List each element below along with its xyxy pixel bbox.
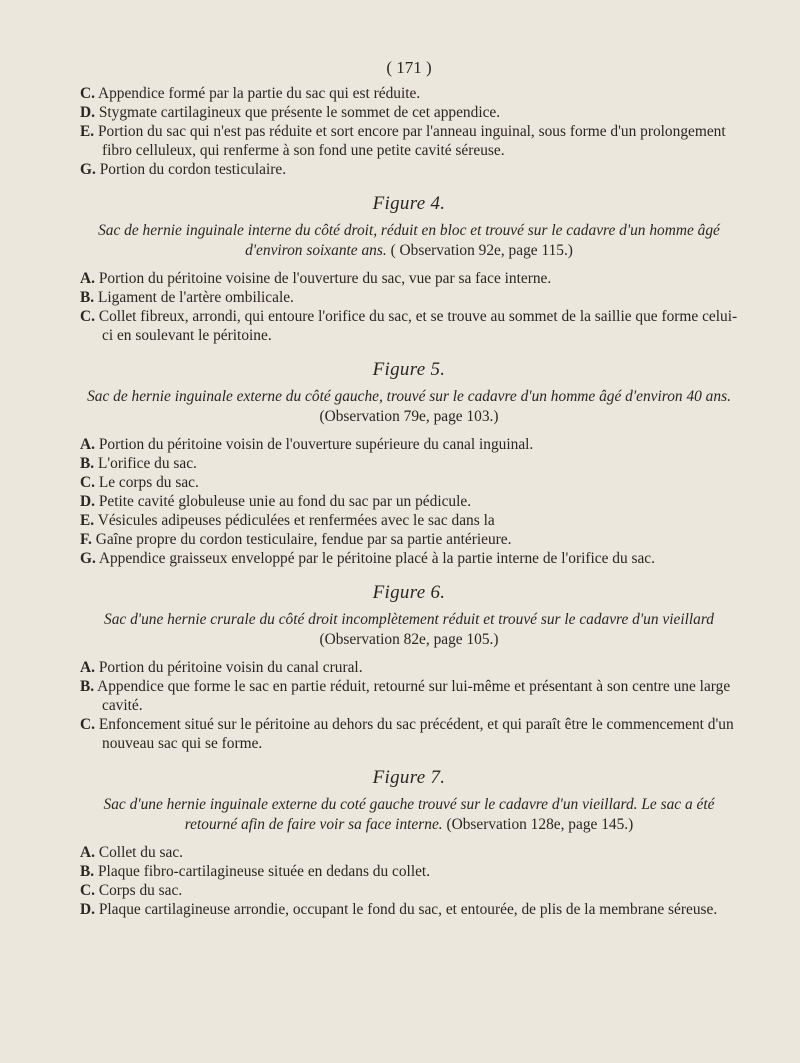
item-letter: C.: [80, 882, 95, 899]
list-item: [80, 900, 738, 919]
item-letter: C.: [80, 85, 95, 102]
list-item: [80, 122, 738, 160]
item-text: Gaîne propre du cordon testiculaire, fendue par sa partie antérieure.: [95, 531, 512, 548]
item-letter: C.: [80, 716, 95, 733]
item-text: Portion du péritoine voisin du canal crural.: [98, 659, 363, 676]
item-letter: B.: [80, 863, 95, 880]
item-letter: A.: [80, 436, 95, 453]
item-text: Vésicules adipeuses pédiculées et renfermées avec le sac dans la: [97, 512, 495, 529]
item-letter: E.: [80, 512, 95, 529]
intro-list: [80, 84, 738, 179]
list-item: [80, 715, 738, 753]
item-text: L'orifice du sac.: [97, 455, 197, 472]
list-item: [80, 881, 738, 900]
item-letter: D.: [80, 901, 95, 918]
list-item: [80, 549, 738, 568]
item-text: Plaque cartilagineuse arrondie, occupant le fond du sac, et entourée, de plis de la membrane séreuse.: [98, 901, 718, 918]
figure-legend: [80, 269, 738, 345]
item-letter: D.: [80, 493, 95, 510]
item-letter: A.: [80, 844, 95, 861]
observation-ref: (Observation 79e, page 103.): [319, 408, 499, 425]
figure-legend: [80, 658, 738, 753]
item-text: Petite cavité globuleuse unie au fond du sac par un pédicule.: [98, 493, 472, 510]
figure-caption: [80, 795, 738, 835]
figure-legend: [80, 843, 738, 919]
item-letter: C.: [80, 308, 95, 325]
list-item: [80, 658, 738, 677]
observation-ref: (Observation 82e, page 105.): [319, 631, 499, 648]
item-letter: F.: [80, 531, 92, 548]
item-text: Le corps du sac.: [98, 474, 199, 491]
page-number: ( 171 ): [386, 58, 432, 77]
item-text: Appendice graisseux enveloppé par le péritoine placé à la partie interne de l'orifice du sac.: [98, 550, 655, 567]
list-item: [80, 307, 738, 345]
figure-caption: [80, 221, 738, 261]
list-item: [80, 103, 738, 122]
item-letter: B.: [80, 455, 95, 472]
list-item: [80, 677, 738, 715]
item-text: Collet du sac.: [98, 844, 184, 861]
observation-ref: (Observation 128e, page 145.): [446, 816, 634, 833]
figure-title: Figure 6.: [372, 582, 446, 603]
item-text: Stygmate cartilagineux que présente le sommet de cet appendice.: [98, 104, 501, 121]
figure-title: Figure 7.: [372, 767, 446, 788]
list-item: [80, 288, 738, 307]
figure-title: Figure 5.: [372, 359, 446, 380]
item-text: Ligament de l'artère ombilicale.: [97, 289, 294, 306]
figure-caption: [80, 387, 738, 427]
item-text: Portion du péritoine voisin de l'ouverture supérieure du canal inguinal.: [98, 436, 534, 453]
caption-text: Sac de hernie inguinale externe du côté gauche, trouvé sur le cadavre d'un homme âgé d'environ 40 ans.: [87, 388, 731, 405]
list-item: [80, 511, 738, 530]
item-text: Appendice formé par la partie du sac qui est réduite.: [97, 85, 421, 102]
list-item: [80, 492, 738, 511]
caption-text: Sac d'une hernie inguinale externe du coté gauche trouvé sur le cadavre d'un vieillard. Le sac a été retourné afin de faire voir sa face interne.: [103, 796, 715, 833]
list-item: [80, 160, 738, 179]
caption-text: Sac de hernie inguinale interne du côté droit, réduit en bloc et trouvé sur le cadavre d'un homme âgé d'environ soixante ans.: [98, 222, 720, 259]
item-letter: B.: [80, 678, 95, 695]
item-text: Portion du cordon testiculaire.: [99, 161, 287, 178]
list-item: [80, 843, 738, 862]
item-text: Portion du sac qui n'est pas réduite et sort encore par l'anneau inguinal, sous forme d'un prolongement fibro celluleux, qui renferme à son fond une petite cavité séreuse.: [97, 123, 726, 159]
item-text: Plaque fibro-cartilagineuse située en dedans du collet.: [97, 863, 431, 880]
item-letter: A.: [80, 270, 95, 287]
list-item: [80, 473, 738, 492]
list-item: [80, 84, 738, 103]
list-item: [80, 454, 738, 473]
item-letter: G.: [80, 161, 96, 178]
caption-text: Sac d'une hernie crurale du côté droit incomplètement réduit et trouvé sur le cadavre d'un vieillard: [104, 611, 714, 628]
item-letter: D.: [80, 104, 95, 121]
item-text: Corps du sac.: [98, 882, 183, 899]
item-letter: G.: [80, 550, 96, 567]
list-item: [80, 530, 738, 549]
item-text: Portion du péritoine voisine de l'ouverture du sac, vue par sa face interne.: [98, 270, 552, 287]
item-text: Appendice que forme le sac en partie réduit, retourné sur lui-même et présentant à son centre une large cavité.: [97, 678, 731, 714]
item-letter: E.: [80, 123, 95, 140]
item-letter: B.: [80, 289, 95, 306]
item-letter: C.: [80, 474, 95, 491]
figure-caption: [80, 610, 738, 650]
list-item: [80, 435, 738, 454]
item-text: Enfoncement situé sur le péritoine au dehors du sac précédent, et qui paraît être le commencement d'un nouveau sac qui se forme.: [98, 716, 734, 752]
observation-ref: ( Observation 92e, page 115.): [390, 242, 573, 259]
list-item: [80, 269, 738, 288]
item-letter: A.: [80, 659, 95, 676]
list-item: [80, 862, 738, 881]
figure-title: Figure 4.: [372, 193, 446, 214]
figure-legend: [80, 435, 738, 568]
item-text: Collet fibreux, arrondi, qui entoure l'orifice du sac, et se trouve au sommet de la saillie que forme celui-ci en soulevant le péritoine.: [98, 308, 738, 344]
